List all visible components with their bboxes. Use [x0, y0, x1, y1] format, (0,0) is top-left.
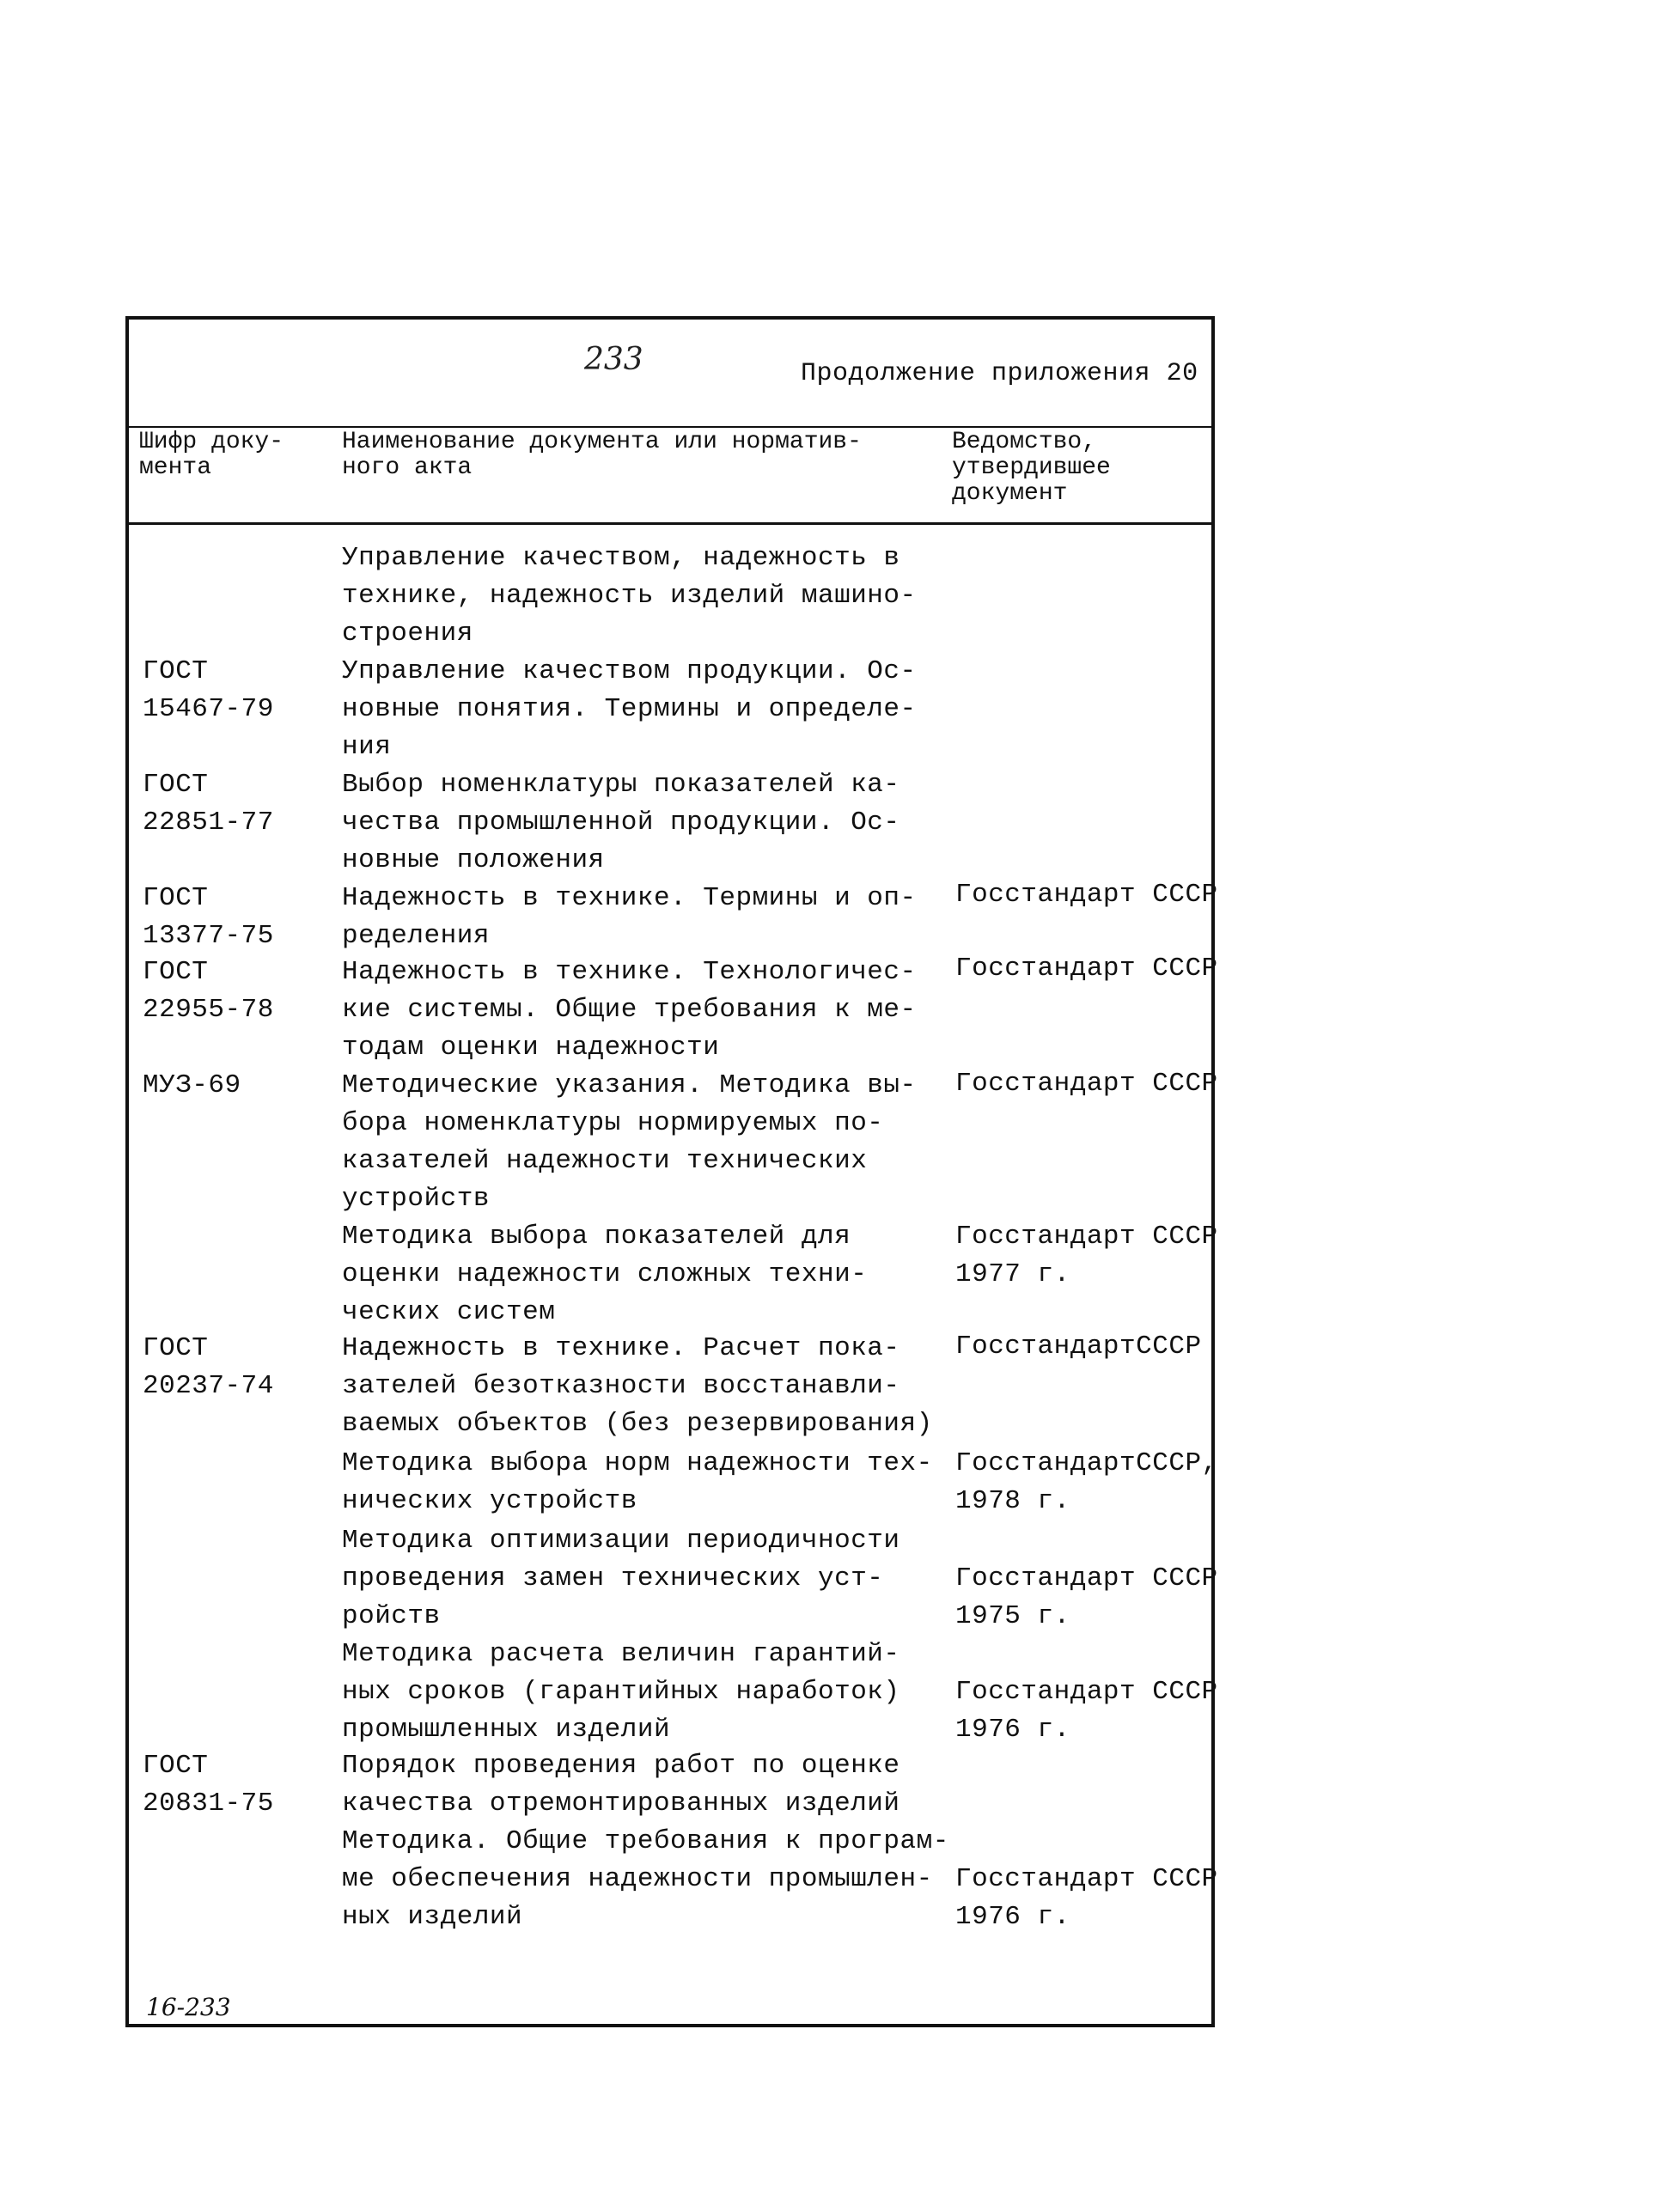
- row-3-code: ГОСТ 22851-77: [143, 770, 274, 838]
- row-5-code: ГОСТ 22955-78: [143, 957, 274, 1025]
- header-name: Наименование документа или норматив- ного акта: [342, 429, 862, 481]
- row-8-department: ГосстандартСССР: [955, 1331, 1202, 1362]
- row-13-department: Госстандарт СССР 1976 г.: [955, 1864, 1218, 1932]
- page-number: 233: [584, 342, 643, 377]
- header-top-divider: [125, 426, 1215, 428]
- row-6-code: МУЗ-69: [143, 1070, 241, 1100]
- row-4-department: Госстандарт СССР: [955, 880, 1218, 910]
- row-1-name: Управление качеством, надежность в технике, надежность изделий машино- строения: [342, 543, 917, 649]
- row-5-name: Надежность в технике. Технологичес- кие системы. Общие требования к ме- тодам оценки надежности: [342, 957, 917, 1063]
- row-11-name: Методика расчета величин гарантий- ных сроков (гарантийных наработок) промышленных изделий: [342, 1639, 900, 1745]
- row-4-code: ГОСТ 13377-75: [143, 883, 274, 951]
- header-bottom-divider: [125, 522, 1215, 525]
- row-10-department: Госстандарт СССР 1975 г.: [955, 1563, 1218, 1631]
- row-10-name: Методика оптимизации периодичности проведения замен технических уст- ройств: [342, 1526, 900, 1631]
- row-4-name: Надежность в технике. Термины и оп- ределения: [342, 883, 917, 951]
- footer-mark: 16-233: [146, 1993, 231, 2021]
- row-5-department: Госстандарт СССР: [955, 954, 1218, 984]
- continuation-title: Продолжение приложения 20: [801, 359, 1198, 388]
- row-2-name: Управление качеством продукции. Ос- новные понятия. Термины и определе- ния: [342, 656, 917, 762]
- row-7-name: Методика выбора показателей для оценки надежности сложных техни- ческих систем: [342, 1222, 868, 1327]
- row-13-name: Методика. Общие требования к програм- ме обеспечения надежности промышлен- ных изделий: [342, 1826, 949, 1932]
- row-2-code: ГОСТ 15467-79: [143, 656, 274, 724]
- row-7-department: Госстандарт СССР 1977 г.: [955, 1222, 1218, 1289]
- row-12-name: Порядок проведения работ по оценке качества отремонтированных изделий: [342, 1751, 900, 1819]
- row-6-department: Госстандарт СССР: [955, 1069, 1218, 1099]
- row-8-code: ГОСТ 20237-74: [143, 1333, 274, 1401]
- header-department: Ведомство, утвердившее документ: [952, 429, 1111, 507]
- row-11-department: Госстандарт СССР 1976 г.: [955, 1677, 1218, 1745]
- row-6-name: Методические указания. Методика вы- бора номенклатуры нормируемых по- казателей надежности технических устройств: [342, 1070, 917, 1214]
- row-9-name: Методика выбора норм надежности тех- нических устройств: [342, 1448, 933, 1516]
- row-3-name: Выбор номенклатуры показателей ка- чества промышленной продукции. Ос- новные положения: [342, 770, 900, 875]
- row-8-name: Надежность в технике. Расчет пока- зателей безотказности восстанавли- ваемых объектов (без резервирования): [342, 1333, 933, 1439]
- row-12-code: ГОСТ 20831-75: [143, 1751, 274, 1819]
- row-9-department: ГосстандартСССР, 1978 г.: [955, 1448, 1218, 1516]
- header-code: Шифр доку- мента: [139, 429, 284, 481]
